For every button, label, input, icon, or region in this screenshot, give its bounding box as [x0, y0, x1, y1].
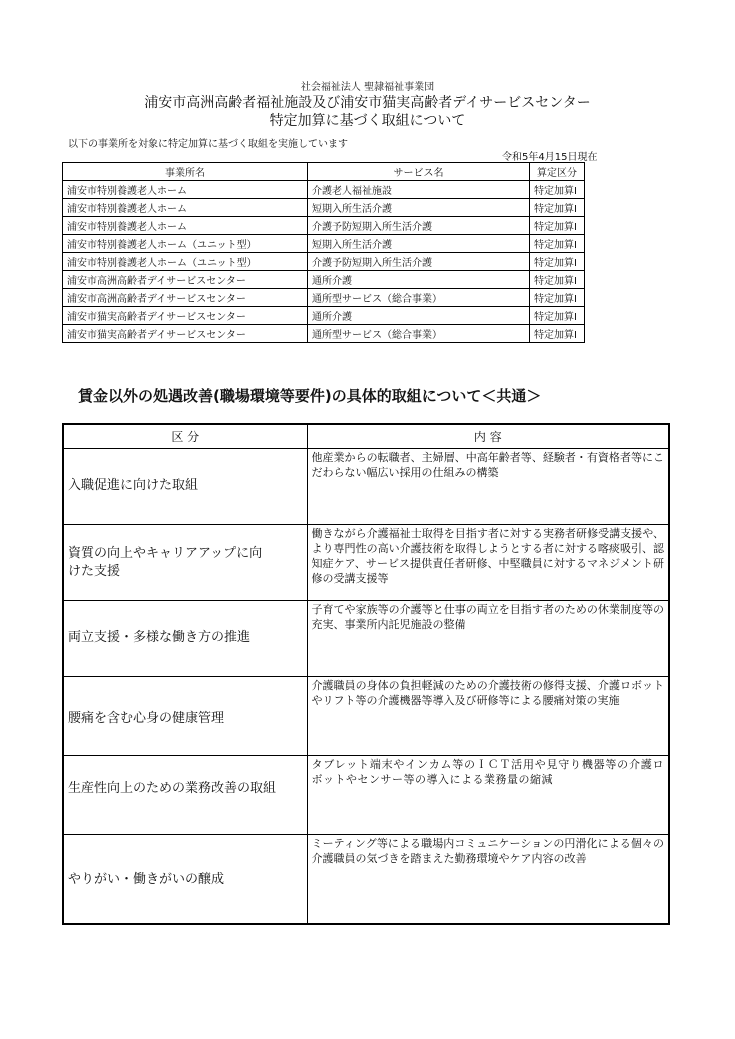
facility-cell: 浦安市特別養護老人ホーム（ユニット型） [63, 235, 308, 253]
table-row [63, 601, 669, 677]
service-cell: 通所介護 [308, 307, 530, 325]
measure-content-cell [307, 677, 669, 756]
measures-table [62, 423, 670, 925]
category-cell: 特定加算Ⅰ [530, 199, 585, 217]
measure-content: 他産業からの転職者、主婦層、中高年齢者等、経験者・有資格者等にこだわらない幅広い採用の仕組みの構築 [311, 451, 664, 479]
header-content: 内 容 [307, 424, 669, 449]
table-row [63, 199, 585, 217]
section-title: 賃金以外の処遇改善(職場環境等要件)の具体的取組について＜共通＞ [78, 387, 542, 405]
measure-content-cell [307, 601, 669, 677]
service-table-header [63, 163, 585, 181]
service-cell: 介護予防短期入所生活介護 [308, 253, 530, 271]
facility-cell: 浦安市高洲高齢者デイサービスセンター [63, 289, 308, 307]
measure-category-cell [63, 835, 307, 925]
table-row [63, 235, 585, 253]
measure-content-cell [307, 525, 669, 601]
measure-category: 資質の向上やキャリアアップに向けた支援 [68, 546, 263, 579]
table-row [63, 835, 669, 925]
facility-cell: 浦安市特別養護老人ホーム（ユニット型） [63, 253, 308, 271]
table-row [63, 271, 585, 289]
service-cell: 通所型サービス（総合事業） [308, 325, 530, 343]
table-row [63, 756, 669, 835]
category-cell: 特定加算Ⅰ [530, 271, 585, 289]
table-row [63, 217, 585, 235]
measure-category-cell [63, 449, 307, 525]
facility-cell: 浦安市特別養護老人ホーム [63, 199, 308, 217]
service-cell: 短期入所生活介護 [308, 235, 530, 253]
document-title-line1: 浦安市高洲高齢者福祉施設及び浦安市猫実高齢者デイサービスセンター [144, 95, 591, 111]
table-row [63, 325, 585, 343]
facility-cell: 浦安市猫実高齢者デイサービスセンター [63, 325, 308, 343]
header-category: 算定区分 [530, 163, 585, 181]
table-row [63, 307, 585, 325]
category-cell: 特定加算Ⅰ [530, 217, 585, 235]
measure-category-cell [63, 756, 307, 835]
service-cell: 通所型サービス（総合事業） [308, 289, 530, 307]
measure-content: 介護職員の身体の負担軽減のための介護技術の修得支援、介護ロボットやリフト等の介護機器等導入及び研修等による腰痛対策の実施 [311, 679, 664, 707]
measure-content: 働きながら介護福祉士取得を目指す者に対する実務者研修受講支援や、より専門性の高い介護技術を取得しようとする者に対する喀痰吸引、認知症ケア、サービス提供責任者研修、中堅職員に対するマネジメント研修の受講支援等 [311, 527, 664, 585]
document-title-line2: 特定加算に基づく取組について [269, 113, 466, 129]
as-of-date: 令和5年4月15日現在 [502, 152, 598, 163]
measure-category-cell [63, 601, 307, 677]
facility-cell: 浦安市特別養護老人ホーム [63, 181, 308, 199]
service-cell: 短期入所生活介護 [308, 199, 530, 217]
header-facility: 事業所名 [63, 163, 308, 181]
measure-category: 入職促進に向けた取組 [68, 478, 199, 493]
service-table [62, 162, 585, 343]
measure-category: 生産性向上のための業務改善の取組 [68, 781, 277, 796]
facility-cell: 浦安市猫実高齢者デイサービスセンター [63, 307, 308, 325]
measure-content-cell [307, 835, 669, 925]
category-cell: 特定加算Ⅰ [530, 307, 585, 325]
table-row [63, 449, 669, 525]
facility-cell: 浦安市特別養護老人ホーム [63, 217, 308, 235]
measure-content: タブレット端末やインカム等のＩＣＴ活用や見守り機器等の介護ロボットやセンサー等の導入による業務量の縮減 [311, 758, 664, 786]
measure-category: 両立支援・多様な働き方の推進 [68, 630, 251, 645]
measures-table-header [63, 424, 669, 449]
measure-category-cell [63, 677, 307, 756]
measure-content: ミーティング等による職場内コミュニケーションの円滑化による個々の介護職員の気づきを踏まえた勤務環境やケア内容の改善 [311, 837, 664, 865]
category-cell: 特定加算Ⅰ [530, 325, 585, 343]
table-row [63, 181, 585, 199]
measure-content-cell [307, 756, 669, 835]
measure-category: 腰痛を含む心身の健康管理 [68, 711, 225, 726]
category-cell: 特定加算Ⅰ [530, 235, 585, 253]
table-row [63, 677, 669, 756]
intro-text: 以下の事業所を対象に特定加算に基づく取組を実施しています [68, 139, 348, 150]
measure-category: やりがい・働きがいの醸成 [68, 872, 225, 887]
table-row [63, 289, 585, 307]
service-cell: 介護老人福祉施設 [308, 181, 530, 199]
measure-category-cell [63, 525, 307, 601]
category-cell: 特定加算Ⅰ [530, 181, 585, 199]
corporation-name: 社会福祉法人 聖隷福祉事業団 [300, 82, 435, 93]
table-row [63, 525, 669, 601]
service-cell: 介護予防短期入所生活介護 [308, 217, 530, 235]
service-cell: 通所介護 [308, 271, 530, 289]
header-division: 区 分 [63, 424, 307, 449]
measure-content: 子育てや家族等の介護等と仕事の両立を目指す者のための休業制度等の充実、事業所内託児施設の整備 [311, 603, 664, 631]
table-row [63, 253, 585, 271]
category-cell: 特定加算Ⅰ [530, 253, 585, 271]
measure-content-cell [307, 449, 669, 525]
header-service: サービス名 [308, 163, 530, 181]
facility-cell: 浦安市高洲高齢者デイサービスセンター [63, 271, 308, 289]
category-cell: 特定加算Ⅰ [530, 289, 585, 307]
